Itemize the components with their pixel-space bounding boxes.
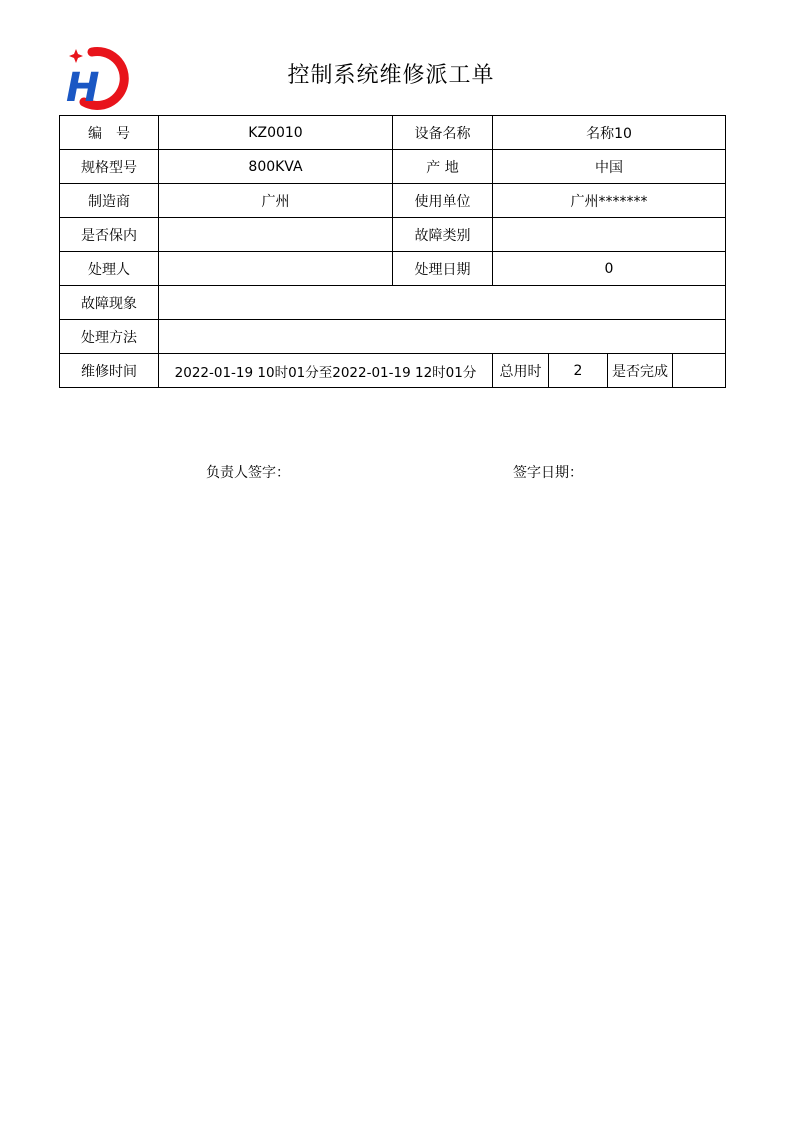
equipment-name-label: 设备名称 (393, 116, 493, 150)
number-label: 编 号 (60, 116, 159, 150)
handling-date-label: 处理日期 (393, 252, 493, 286)
form-row-repair-time (60, 354, 726, 388)
form-row-spec (60, 150, 726, 184)
form-row-manufacturer (60, 184, 726, 218)
warranty-label: 是否保内 (60, 218, 159, 252)
repair-time-value[interactable]: 2022-01-19 10时01分至2022-01-19 12时01分 (159, 354, 493, 388)
spec-model-label: 规格型号 (60, 150, 159, 184)
completed-value[interactable] (673, 354, 726, 388)
user-unit-value[interactable]: 广州******* (493, 184, 726, 218)
logo-letter: H (66, 65, 100, 111)
origin-label: 产 地 (393, 150, 493, 184)
manufacturer-value[interactable]: 广州 (159, 184, 393, 218)
responsible-signature-label: 负责人签字： (206, 465, 290, 481)
handler-label: 处理人 (60, 252, 159, 286)
origin-value[interactable]: 中国 (493, 150, 726, 184)
document-title: 控制系统维修派工单 (287, 63, 495, 88)
form-row-handling-method (60, 320, 726, 354)
fault-symptom-value[interactable] (159, 286, 726, 320)
manufacturer-label: 制造商 (60, 184, 159, 218)
spec-model-value[interactable]: 800KVA (159, 150, 393, 184)
form-row-number (60, 116, 726, 150)
handler-value[interactable] (159, 252, 393, 286)
fault-category-value[interactable] (493, 218, 726, 252)
signature-date-label: 签字日期： (513, 465, 583, 481)
handling-method-value[interactable] (159, 320, 726, 354)
handling-method-label: 处理方法 (60, 320, 159, 354)
repair-time-label: 维修时间 (60, 354, 159, 388)
form-row-warranty (60, 218, 726, 252)
warranty-value[interactable] (159, 218, 393, 252)
equipment-name-value[interactable]: 名称10 (493, 116, 726, 150)
user-unit-label: 使用单位 (393, 184, 493, 218)
form-row-fault-symptom (60, 286, 726, 320)
total-time-label: 总用时 (493, 354, 549, 388)
completed-label: 是否完成 (608, 354, 673, 388)
work-order-form (59, 115, 726, 388)
fault-category-label: 故障类别 (393, 218, 493, 252)
fault-symptom-label: 故障现象 (60, 286, 159, 320)
form-row-handler (60, 252, 726, 286)
handling-date-value[interactable]: 0 (493, 252, 726, 286)
number-value[interactable]: KZ0010 (159, 116, 393, 150)
total-time-value[interactable]: 2 (549, 354, 608, 388)
